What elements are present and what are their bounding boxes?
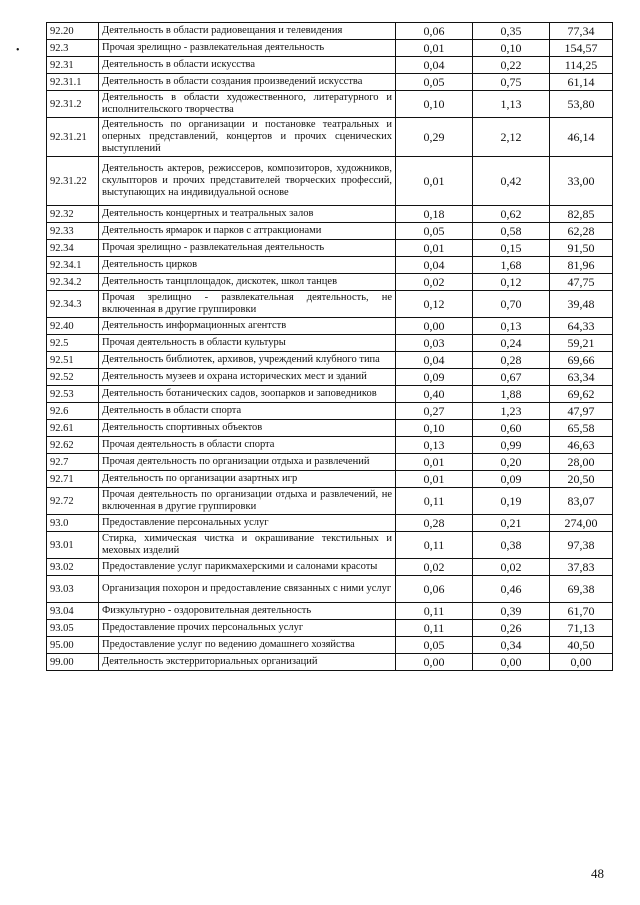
row-value-3: 77,34 bbox=[550, 23, 613, 40]
row-value-2: 0,35 bbox=[473, 23, 550, 40]
row-code: 92.34.3 bbox=[47, 291, 99, 318]
table-row bbox=[47, 532, 613, 559]
row-name: Деятельность библиотек, архивов, учреждений клубного типа bbox=[99, 352, 396, 369]
row-value-1: 0,01 bbox=[396, 454, 473, 471]
table-row bbox=[47, 240, 613, 257]
table-row bbox=[47, 274, 613, 291]
table-row bbox=[47, 637, 613, 654]
row-name: Стирка, химическая чистка и окрашивание текстильных и меховых изделий bbox=[99, 532, 396, 559]
row-name: Деятельность танцплощадок, дискотек, школ танцев bbox=[99, 274, 396, 291]
row-name: Деятельность актеров, режиссеров, композиторов, художников, скульпторов и прочих представителей творческих профессий, выступающих на индивидуальной основе bbox=[99, 157, 396, 206]
row-value-1: 0,03 bbox=[396, 335, 473, 352]
row-value-3: 20,50 bbox=[550, 471, 613, 488]
row-value-2: 0,13 bbox=[473, 318, 550, 335]
table-row bbox=[47, 488, 613, 515]
row-code: 93.01 bbox=[47, 532, 99, 559]
table-row bbox=[47, 118, 613, 157]
row-value-3: 71,13 bbox=[550, 620, 613, 637]
row-value-1: 0,05 bbox=[396, 637, 473, 654]
table-row bbox=[47, 654, 613, 671]
row-code: 92.31.21 bbox=[47, 118, 99, 157]
row-value-3: 28,00 bbox=[550, 454, 613, 471]
row-value-2: 0,42 bbox=[473, 157, 550, 206]
row-value-2: 0,34 bbox=[473, 637, 550, 654]
row-code: 92.52 bbox=[47, 369, 99, 386]
row-name: Предоставление услуг по ведению домашнего хозяйства bbox=[99, 637, 396, 654]
row-code: 92.61 bbox=[47, 420, 99, 437]
table-row bbox=[47, 386, 613, 403]
table-row bbox=[47, 369, 613, 386]
row-code: 93.05 bbox=[47, 620, 99, 637]
row-name: Физкультурно - оздоровительная деятельность bbox=[99, 603, 396, 620]
row-value-3: 69,38 bbox=[550, 576, 613, 603]
row-value-2: 0,10 bbox=[473, 40, 550, 57]
row-code: 92.31 bbox=[47, 57, 99, 74]
row-value-1: 0,05 bbox=[396, 223, 473, 240]
margin-dot: • bbox=[16, 45, 20, 56]
row-value-3: 47,75 bbox=[550, 274, 613, 291]
row-name: Деятельность в области художественного, литературного и исполнительского творчества bbox=[99, 91, 396, 118]
row-value-2: 0,62 bbox=[473, 206, 550, 223]
row-value-1: 0,01 bbox=[396, 40, 473, 57]
row-name: Деятельность в области спорта bbox=[99, 403, 396, 420]
row-name: Прочая деятельность в области спорта bbox=[99, 437, 396, 454]
row-value-1: 0,04 bbox=[396, 57, 473, 74]
row-code: 92.72 bbox=[47, 488, 99, 515]
row-value-3: 69,62 bbox=[550, 386, 613, 403]
row-code: 92.31.2 bbox=[47, 91, 99, 118]
row-value-1: 0,04 bbox=[396, 352, 473, 369]
row-code: 92.53 bbox=[47, 386, 99, 403]
table-row bbox=[47, 74, 613, 91]
row-value-1: 0,11 bbox=[396, 488, 473, 515]
row-value-2: 0,38 bbox=[473, 532, 550, 559]
row-name: Деятельность в области создания произведений искусства bbox=[99, 74, 396, 91]
row-value-2: 0,22 bbox=[473, 57, 550, 74]
row-name: Прочая зрелищно - развлекательная деятельность bbox=[99, 240, 396, 257]
row-value-1: 0,27 bbox=[396, 403, 473, 420]
row-code: 92.71 bbox=[47, 471, 99, 488]
row-value-3: 65,58 bbox=[550, 420, 613, 437]
row-value-3: 91,50 bbox=[550, 240, 613, 257]
row-value-3: 69,66 bbox=[550, 352, 613, 369]
row-value-2: 0,58 bbox=[473, 223, 550, 240]
row-value-1: 0,01 bbox=[396, 240, 473, 257]
row-name: Деятельность экстерриториальных организаций bbox=[99, 654, 396, 671]
row-value-3: 114,25 bbox=[550, 57, 613, 74]
row-code: 92.7 bbox=[47, 454, 99, 471]
row-value-1: 0,06 bbox=[396, 23, 473, 40]
table-row bbox=[47, 471, 613, 488]
row-value-1: 0,29 bbox=[396, 118, 473, 157]
row-name: Деятельность концертных и театральных залов bbox=[99, 206, 396, 223]
okved-table bbox=[46, 22, 613, 671]
table-row bbox=[47, 257, 613, 274]
row-code: 92.62 bbox=[47, 437, 99, 454]
row-value-2: 1,13 bbox=[473, 91, 550, 118]
table-row bbox=[47, 515, 613, 532]
row-code: 92.34.2 bbox=[47, 274, 99, 291]
row-value-3: 63,34 bbox=[550, 369, 613, 386]
row-name: Деятельность в области искусства bbox=[99, 57, 396, 74]
row-value-3: 274,00 bbox=[550, 515, 613, 532]
row-name: Прочая зрелищно - развлекательная деятельность, не включенная в другие группировки bbox=[99, 291, 396, 318]
row-value-3: 46,63 bbox=[550, 437, 613, 454]
row-value-2: 0,28 bbox=[473, 352, 550, 369]
row-value-2: 0,75 bbox=[473, 74, 550, 91]
row-value-2: 0,70 bbox=[473, 291, 550, 318]
row-value-3: 53,80 bbox=[550, 91, 613, 118]
row-value-1: 0,12 bbox=[396, 291, 473, 318]
row-value-2: 0,26 bbox=[473, 620, 550, 637]
row-value-2: 1,88 bbox=[473, 386, 550, 403]
row-value-1: 0,11 bbox=[396, 603, 473, 620]
row-name: Деятельность музеев и охрана исторических мест и зданий bbox=[99, 369, 396, 386]
row-value-2: 1,68 bbox=[473, 257, 550, 274]
row-name: Деятельность ярмарок и парков с аттракционами bbox=[99, 223, 396, 240]
row-value-2: 0,15 bbox=[473, 240, 550, 257]
row-code: 92.20 bbox=[47, 23, 99, 40]
row-value-2: 0,02 bbox=[473, 559, 550, 576]
table-row bbox=[47, 40, 613, 57]
row-value-2: 0,67 bbox=[473, 369, 550, 386]
row-code: 93.04 bbox=[47, 603, 99, 620]
table-row bbox=[47, 454, 613, 471]
row-code: 92.34.1 bbox=[47, 257, 99, 274]
row-value-2: 0,09 bbox=[473, 471, 550, 488]
table-row bbox=[47, 91, 613, 118]
row-value-1: 0,01 bbox=[396, 157, 473, 206]
row-name: Деятельность в области радиовещания и телевидения bbox=[99, 23, 396, 40]
row-code: 92.34 bbox=[47, 240, 99, 257]
row-value-2: 1,23 bbox=[473, 403, 550, 420]
row-value-3: 40,50 bbox=[550, 637, 613, 654]
row-name: Предоставление персональных услуг bbox=[99, 515, 396, 532]
row-name: Предоставление прочих персональных услуг bbox=[99, 620, 396, 637]
row-value-2: 0,12 bbox=[473, 274, 550, 291]
row-name: Прочая зрелищно - развлекательная деятельность bbox=[99, 40, 396, 57]
row-value-1: 0,02 bbox=[396, 559, 473, 576]
row-name: Прочая деятельность по организации отдыха и развлечений bbox=[99, 454, 396, 471]
table-row bbox=[47, 437, 613, 454]
row-value-2: 0,19 bbox=[473, 488, 550, 515]
row-code: 92.5 bbox=[47, 335, 99, 352]
row-value-3: 61,14 bbox=[550, 74, 613, 91]
row-code: 92.31.1 bbox=[47, 74, 99, 91]
row-name: Деятельность спортивных объектов bbox=[99, 420, 396, 437]
row-value-1: 0,00 bbox=[396, 318, 473, 335]
row-name: Предоставление услуг парикмахерскими и салонами красоты bbox=[99, 559, 396, 576]
row-value-3: 154,57 bbox=[550, 40, 613, 57]
table-row bbox=[47, 57, 613, 74]
row-name: Организация похорон и предоставление связанных с ними услуг bbox=[99, 576, 396, 603]
row-name: Прочая деятельность по организации отдыха и развлечений, не включенная в другие группировки bbox=[99, 488, 396, 515]
row-value-1: 0,11 bbox=[396, 532, 473, 559]
row-value-1: 0,11 bbox=[396, 620, 473, 637]
row-value-1: 0,28 bbox=[396, 515, 473, 532]
row-value-2: 2,12 bbox=[473, 118, 550, 157]
row-code: 92.40 bbox=[47, 318, 99, 335]
row-name: Деятельность информационных агентств bbox=[99, 318, 396, 335]
row-value-3: 62,28 bbox=[550, 223, 613, 240]
row-name: Деятельность ботанических садов, зоопарков и заповедников bbox=[99, 386, 396, 403]
table-row bbox=[47, 23, 613, 40]
row-value-1: 0,40 bbox=[396, 386, 473, 403]
row-value-2: 0,20 bbox=[473, 454, 550, 471]
row-value-3: 0,00 bbox=[550, 654, 613, 671]
row-value-2: 0,21 bbox=[473, 515, 550, 532]
table-row bbox=[47, 157, 613, 206]
row-code: 93.02 bbox=[47, 559, 99, 576]
table-row bbox=[47, 420, 613, 437]
row-value-3: 39,48 bbox=[550, 291, 613, 318]
row-value-2: 0,24 bbox=[473, 335, 550, 352]
row-value-2: 0,99 bbox=[473, 437, 550, 454]
row-value-3: 47,97 bbox=[550, 403, 613, 420]
row-value-3: 61,70 bbox=[550, 603, 613, 620]
table-row bbox=[47, 559, 613, 576]
table-row bbox=[47, 576, 613, 603]
row-code: 92.51 bbox=[47, 352, 99, 369]
row-value-1: 0,09 bbox=[396, 369, 473, 386]
row-name: Прочая деятельность в области культуры bbox=[99, 335, 396, 352]
row-value-1: 0,18 bbox=[396, 206, 473, 223]
table-row bbox=[47, 291, 613, 318]
row-value-3: 46,14 bbox=[550, 118, 613, 157]
table-row bbox=[47, 335, 613, 352]
row-value-3: 83,07 bbox=[550, 488, 613, 515]
row-value-1: 0,01 bbox=[396, 471, 473, 488]
row-value-1: 0,04 bbox=[396, 257, 473, 274]
row-value-2: 0,60 bbox=[473, 420, 550, 437]
table-row bbox=[47, 352, 613, 369]
row-code: 92.31.22 bbox=[47, 157, 99, 206]
row-code: 95.00 bbox=[47, 637, 99, 654]
page-number: 48 bbox=[591, 866, 604, 881]
row-value-2: 0,39 bbox=[473, 603, 550, 620]
row-value-1: 0,10 bbox=[396, 91, 473, 118]
row-value-2: 0,00 bbox=[473, 654, 550, 671]
row-value-3: 64,33 bbox=[550, 318, 613, 335]
row-value-3: 81,96 bbox=[550, 257, 613, 274]
table-row bbox=[47, 206, 613, 223]
row-value-1: 0,13 bbox=[396, 437, 473, 454]
row-value-1: 0,10 bbox=[396, 420, 473, 437]
row-value-3: 59,21 bbox=[550, 335, 613, 352]
table-row bbox=[47, 223, 613, 240]
row-value-1: 0,00 bbox=[396, 654, 473, 671]
row-code: 93.03 bbox=[47, 576, 99, 603]
row-value-1: 0,02 bbox=[396, 274, 473, 291]
row-value-3: 82,85 bbox=[550, 206, 613, 223]
row-value-1: 0,05 bbox=[396, 74, 473, 91]
row-code: 92.3 bbox=[47, 40, 99, 57]
row-code: 93.0 bbox=[47, 515, 99, 532]
row-name: Деятельность по организации азартных игр bbox=[99, 471, 396, 488]
table-row bbox=[47, 403, 613, 420]
row-name: Деятельность цирков bbox=[99, 257, 396, 274]
row-value-2: 0,46 bbox=[473, 576, 550, 603]
table-row bbox=[47, 603, 613, 620]
table-row bbox=[47, 620, 613, 637]
row-value-1: 0,06 bbox=[396, 576, 473, 603]
row-code: 92.32 bbox=[47, 206, 99, 223]
row-code: 99.00 bbox=[47, 654, 99, 671]
row-value-3: 97,38 bbox=[550, 532, 613, 559]
row-name: Деятельность по организации и постановке театральных и оперных представлений, концертов и прочих сценических выступлений bbox=[99, 118, 396, 157]
row-code: 92.33 bbox=[47, 223, 99, 240]
row-code: 92.6 bbox=[47, 403, 99, 420]
row-value-3: 37,83 bbox=[550, 559, 613, 576]
okved-table-body bbox=[47, 23, 613, 671]
table-row bbox=[47, 318, 613, 335]
row-value-3: 33,00 bbox=[550, 157, 613, 206]
